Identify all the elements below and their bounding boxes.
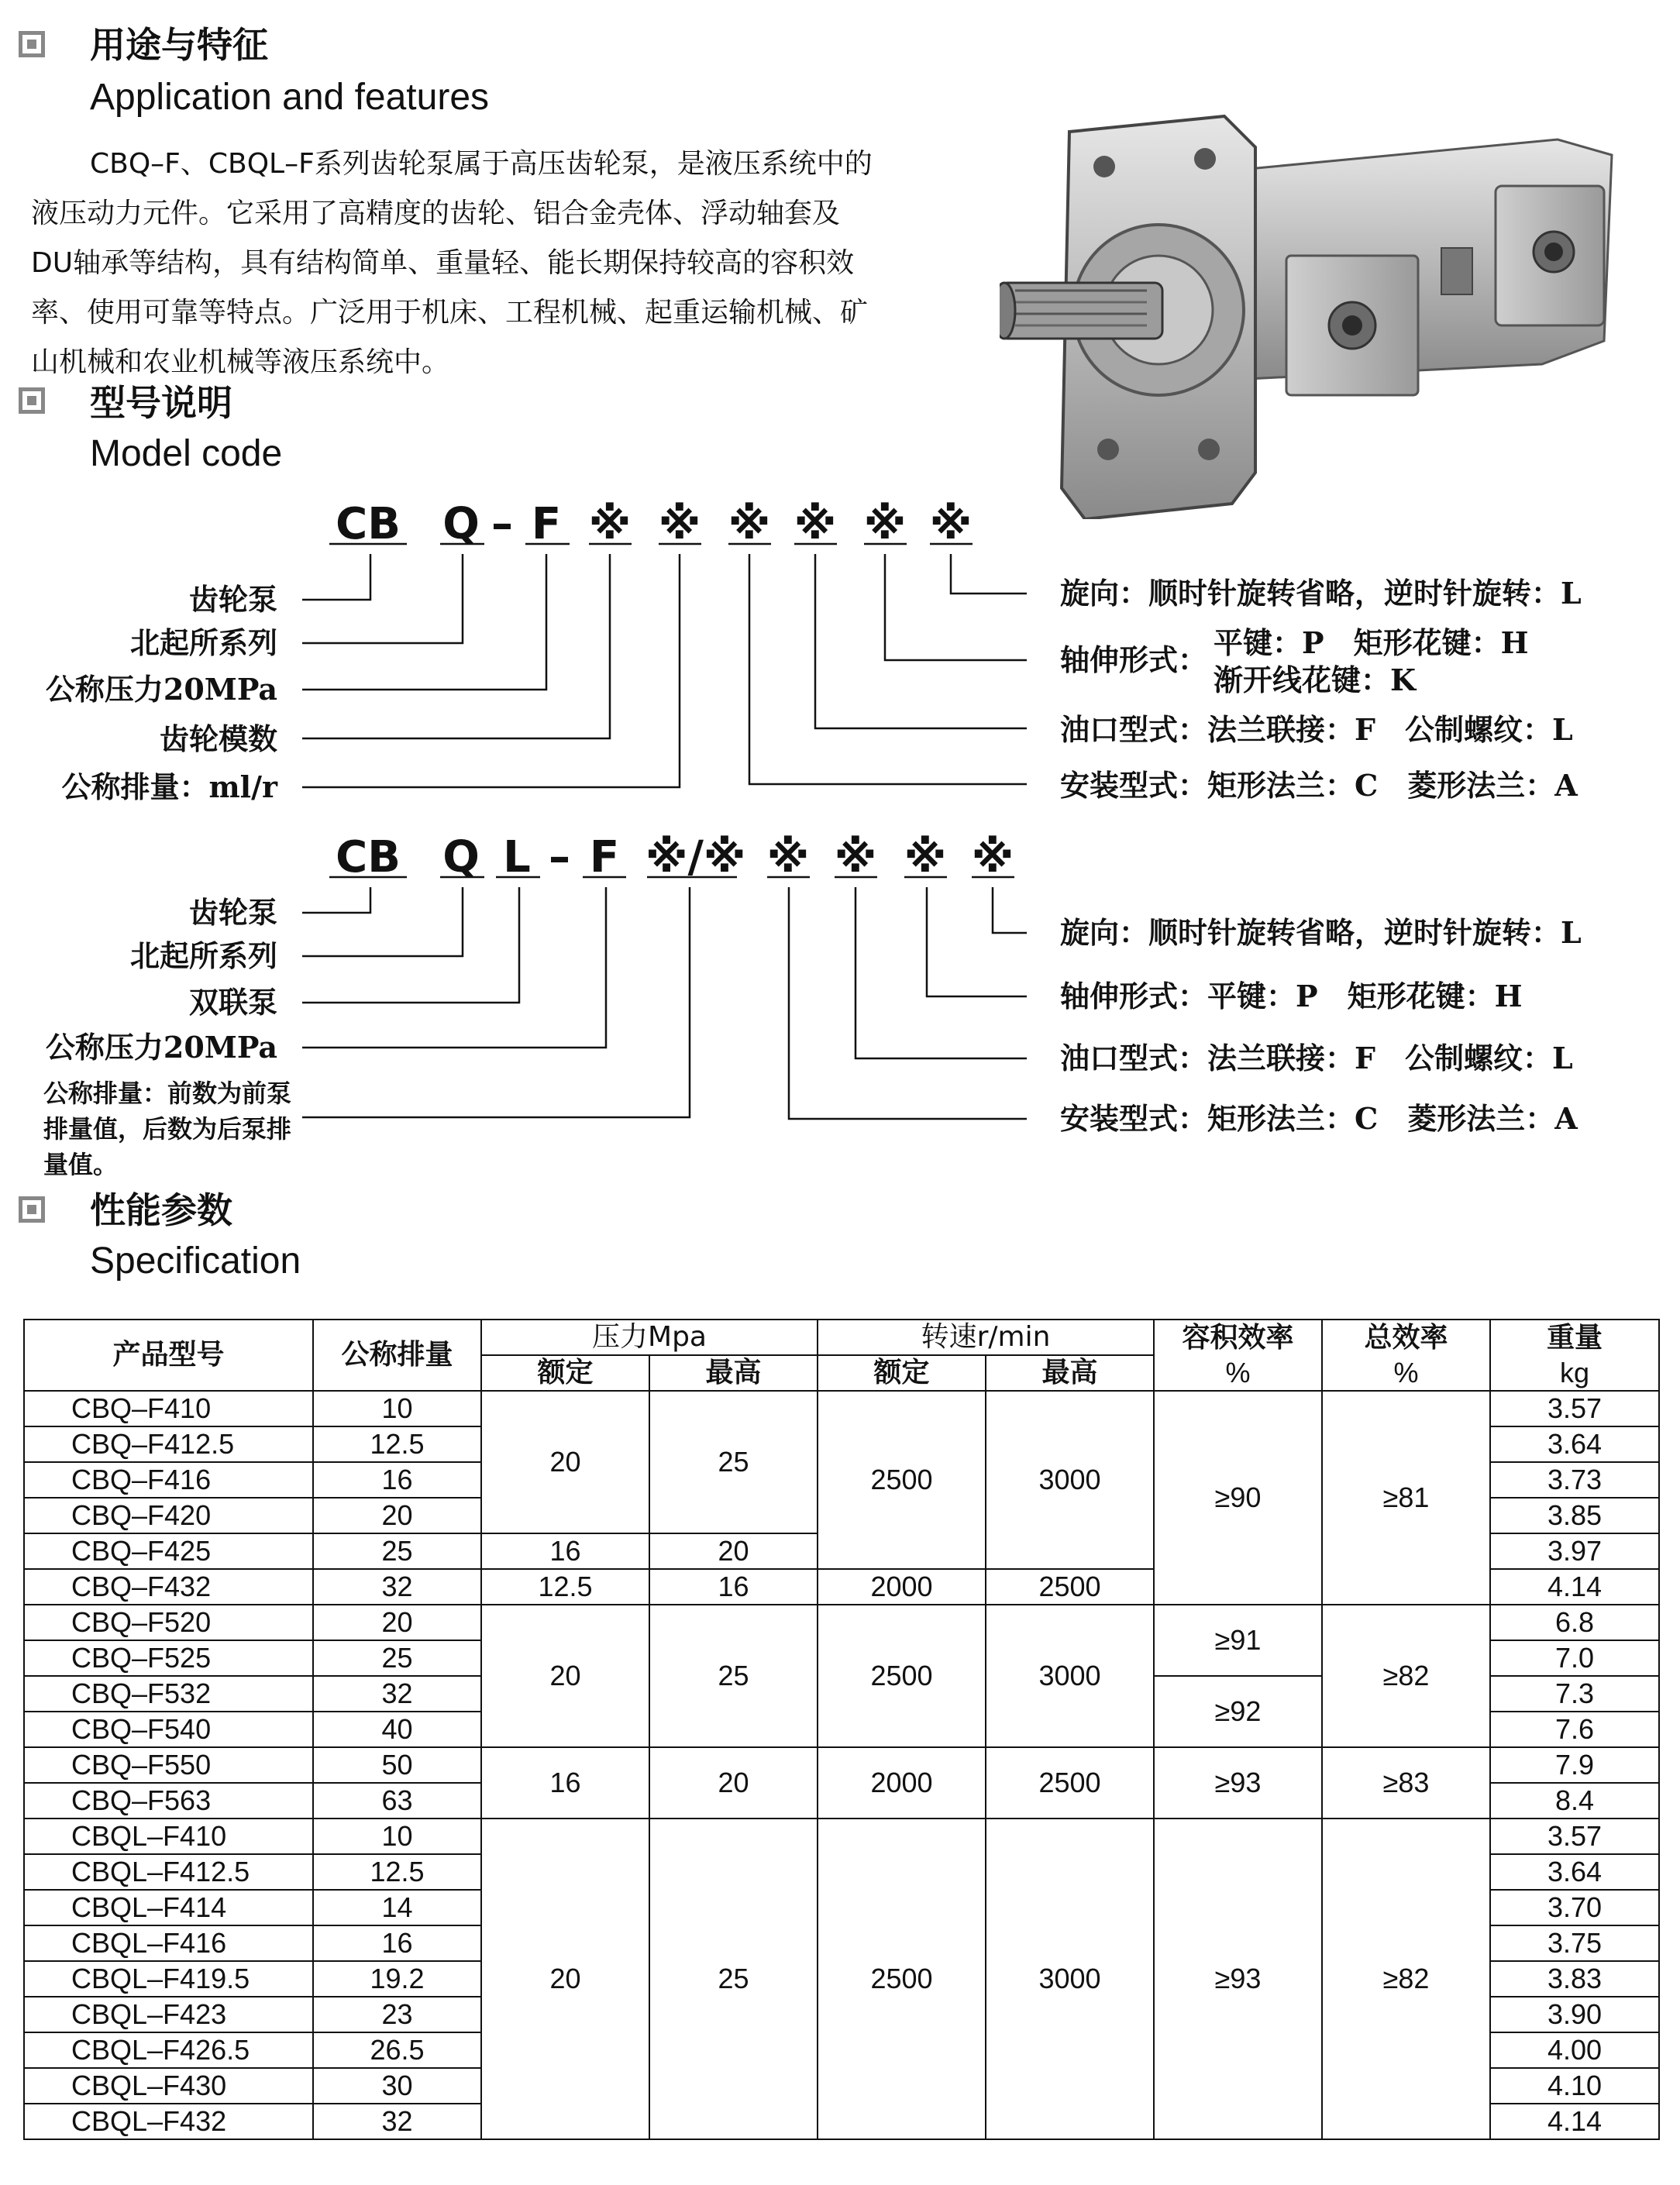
cell-model: CBQL–F419.5 [24,1961,313,1997]
cell-speed-max: 3000 [986,1391,1154,1569]
header-pressure: 压力Mpa [481,1320,818,1355]
table-row [24,1747,1659,1783]
code1-token-4: ※ [794,499,837,549]
code1-label-series: 北起所系列 [129,625,277,660]
cell-model: CBQ–F532 [24,1676,313,1712]
cell-total-eff: ≥82 [1322,1605,1490,1747]
code2-token-4: ※ [904,832,947,883]
table-row [24,1391,1659,1426]
section-title-application-en: Application and features [90,77,490,118]
cell-model: CBQ–F416 [24,1462,313,1498]
code2-label-double: 双联泵 [188,985,277,1020]
cell-weight: 3.64 [1490,1426,1659,1462]
cell-speed-rated: 2500 [818,1819,986,2139]
cell-weight: 4.00 [1490,2032,1659,2068]
cell-pressure-max: 20 [649,1747,818,1819]
header-pressure-rated: 额定 [481,1355,649,1391]
cell-model: CBQL–F430 [24,2068,313,2104]
code1-token-f: F [531,499,562,549]
cell-weight: 7.6 [1490,1712,1659,1747]
header-pressure-max: 最高 [649,1355,818,1391]
cell-pressure-max: 20 [649,1533,818,1569]
header-vol-eff: 容积效率 [1154,1320,1322,1355]
cell-model: CBQ–F425 [24,1533,313,1569]
code1-label-port: 油口型式：法兰联接：F 公制螺纹：L [1060,712,1573,747]
header-total-eff-unit: % [1322,1355,1490,1391]
code1-token-3: ※ [728,499,771,549]
section-title-specification-zh: 性能参数 [90,1189,232,1231]
section-title-model-code-en: Model code [90,433,283,474]
section-title-application-zh: 用途与特征 [90,24,268,66]
cell-pressure-rated: 20 [481,1605,649,1747]
cell-speed-rated: 2500 [818,1605,986,1747]
cell-displacement: 19.2 [313,1961,481,1997]
section-marker-icon [19,1196,45,1223]
cell-model: CBQL–F426.5 [24,2032,313,2068]
code2-token-1: ※/※ [645,832,746,883]
header-speed-rated: 额定 [818,1355,986,1391]
cell-displacement: 32 [313,2104,481,2139]
code2-token-q: Q [442,832,480,883]
code1-label-pressure: 公称压力20MPa [45,672,277,707]
code1-label-module: 齿轮模数 [159,721,277,756]
cell-total-eff: ≥82 [1322,1819,1490,2139]
cell-weight: 3.85 [1490,1498,1659,1533]
code2-token-cb: CB [336,832,401,883]
cell-pressure-rated: 12.5 [481,1569,649,1605]
cell-vol-eff: ≥90 [1154,1391,1322,1605]
cell-model: CBQ–F432 [24,1569,313,1605]
cell-vol-eff: ≥92 [1154,1676,1322,1747]
cell-displacement: 25 [313,1640,481,1676]
cell-displacement: 12.5 [313,1854,481,1890]
cell-weight: 3.57 [1490,1391,1659,1426]
header-weight-unit: kg [1490,1355,1659,1391]
cell-model: CBQL–F410 [24,1819,313,1854]
cell-pressure-max: 25 [649,1605,818,1747]
code2-label-shaft: 轴伸形式：平键：P 矩形花键：H [1060,979,1523,1013]
cell-weight: 3.70 [1490,1890,1659,1925]
code2-token-5: ※ [971,832,1014,883]
code1-token-q: Q [442,499,480,549]
cell-weight: 6.8 [1490,1605,1659,1640]
code1-label-displacement: 公称排量：ml/r [61,769,277,804]
cell-model: CBQ–F410 [24,1391,313,1426]
cell-speed-rated: 2000 [818,1747,986,1819]
cell-vol-eff: ≥93 [1154,1819,1322,2139]
header-vol-eff-unit: % [1154,1355,1322,1391]
cell-weight: 4.10 [1490,2068,1659,2104]
cell-speed-max: 2500 [986,1569,1154,1605]
cell-model: CBQ–F420 [24,1498,313,1533]
cell-displacement: 40 [313,1712,481,1747]
specification-table [23,1319,1660,2140]
code2-label-pressure: 公称压力20MPa [45,1030,277,1065]
cell-speed-rated: 2000 [818,1569,986,1605]
cell-speed-max: 3000 [986,1605,1154,1747]
table-row [24,1819,1659,1854]
cell-displacement: 25 [313,1533,481,1569]
cell-pressure-rated: 20 [481,1819,649,2139]
code1-label-shaft-line2: 渐开线花键：K [1214,662,1417,697]
code1-token-cb: CB [336,499,401,549]
cell-weight: 3.90 [1490,1997,1659,2032]
cell-pressure-max: 25 [649,1819,818,2139]
cell-speed-max: 2500 [986,1747,1154,1819]
cell-displacement: 30 [313,2068,481,2104]
cell-displacement: 32 [313,1676,481,1712]
cell-weight: 7.9 [1490,1747,1659,1783]
code2-label-mount: 安装型式：矩形法兰：C 菱形法兰：A [1060,1101,1578,1136]
code2-token-3: ※ [834,832,877,883]
header-model: 产品型号 [24,1320,313,1391]
cell-weight: 3.64 [1490,1854,1659,1890]
cell-pressure-rated: 20 [481,1391,649,1533]
code1-label-shaft-title: 轴伸形式： [1060,642,1208,677]
cell-pressure-rated: 16 [481,1747,649,1819]
cell-weight: 3.83 [1490,1961,1659,1997]
intro-paragraph: CBQ–F、CBQL–F系列齿轮泵属于高压齿轮泵，是液压系统中的液压动力元件。它采用了高精度的齿轮、铝合金壳体、浮动轴套及DU轴承等结构，具有结构简单、重量轻、能长期保持较高的容积效率、使用可靠等特点。广泛用于机床、工程机械、起重运输机械、矿山机械和农业机械等液压系统中。 [31,148,873,378]
cell-total-eff: ≥83 [1322,1747,1490,1819]
code2-token-2: ※ [766,832,810,883]
code1-token-5: ※ [863,499,907,549]
code1-label-mount: 安装型式：矩形法兰：C 菱形法兰：A [1060,768,1578,803]
cell-displacement: 50 [313,1747,481,1783]
header-speed: 转速r/min [818,1320,1154,1355]
cell-displacement: 16 [313,1925,481,1961]
code2-label-port: 油口型式：法兰联接：F 公制螺纹：L [1060,1041,1573,1075]
section-title-specification-en: Specification [90,1240,301,1282]
cell-displacement: 10 [313,1391,481,1426]
header-weight: 重量 [1490,1320,1659,1355]
cell-vol-eff: ≥91 [1154,1605,1322,1676]
cell-weight: 7.3 [1490,1676,1659,1712]
header-displacement: 公称排量 [313,1320,481,1391]
cell-vol-eff: ≥93 [1154,1747,1322,1819]
cell-pressure-rated: 16 [481,1533,649,1569]
cell-weight: 3.97 [1490,1533,1659,1569]
code2-token-dash: – [549,832,570,883]
cell-model: CBQ–F540 [24,1712,313,1747]
cell-displacement: 10 [313,1819,481,1854]
cell-model: CBQL–F423 [24,1997,313,2032]
cell-total-eff: ≥81 [1322,1391,1490,1605]
cell-weight: 7.0 [1490,1640,1659,1676]
header-speed-max: 最高 [986,1355,1154,1391]
cell-displacement: 20 [313,1498,481,1533]
code1-label-gear-pump: 齿轮泵 [188,582,277,617]
code2-label-series: 北起所系列 [129,938,277,973]
cell-weight: 4.14 [1490,2104,1659,2139]
cell-displacement: 14 [313,1890,481,1925]
code1-token-1: ※ [588,499,632,549]
code2-token-l: L [503,832,531,883]
cell-model: CBQ–F412.5 [24,1426,313,1462]
code2-label-displacement-note: 公称排量：前数为前泵排量值，后数为后泵排量值。 [43,1079,292,1179]
cell-model: CBQL–F414 [24,1890,313,1925]
cell-model: CBQ–F525 [24,1640,313,1676]
cell-pressure-max: 16 [649,1569,818,1605]
header-total-eff: 总效率 [1322,1320,1490,1355]
code1-token-2: ※ [658,499,701,549]
cell-pressure-max: 25 [649,1391,818,1533]
cell-weight: 3.75 [1490,1925,1659,1961]
cell-displacement: 63 [313,1783,481,1819]
cell-displacement: 20 [313,1605,481,1640]
cell-model: CBQ–F563 [24,1783,313,1819]
cell-model: CBQ–F520 [24,1605,313,1640]
cell-displacement: 32 [313,1569,481,1605]
cell-weight: 4.14 [1490,1569,1659,1605]
section-title-model-code-zh: 型号说明 [90,382,232,424]
cell-speed-max: 3000 [986,1819,1154,2139]
code1-label-rotation: 旋向：顺时针旋转省略，逆时针旋转：L [1060,576,1582,611]
cell-speed-rated: 2500 [818,1391,986,1569]
cell-weight: 8.4 [1490,1783,1659,1819]
cell-model: CBQL–F416 [24,1925,313,1961]
code1-token-dash: – [491,499,513,549]
cell-weight: 3.73 [1490,1462,1659,1498]
table-row [24,1605,1659,1640]
code1-token-6: ※ [929,499,973,549]
cell-displacement: 23 [313,1997,481,2032]
cell-model: CBQL–F432 [24,2104,313,2139]
code2-token-f: F [589,832,620,883]
code2-label-gear-pump: 齿轮泵 [188,895,277,930]
cell-model: CBQL–F412.5 [24,1854,313,1890]
cell-weight: 3.57 [1490,1819,1659,1854]
cell-displacement: 26.5 [313,2032,481,2068]
cell-displacement: 16 [313,1462,481,1498]
code1-label-shaft-line1: 平键：P 矩形花键：H [1214,625,1529,660]
cell-displacement: 12.5 [313,1426,481,1462]
code2-label-rotation: 旋向：顺时针旋转省略，逆时针旋转：L [1060,915,1582,950]
cell-model: CBQ–F550 [24,1747,313,1783]
